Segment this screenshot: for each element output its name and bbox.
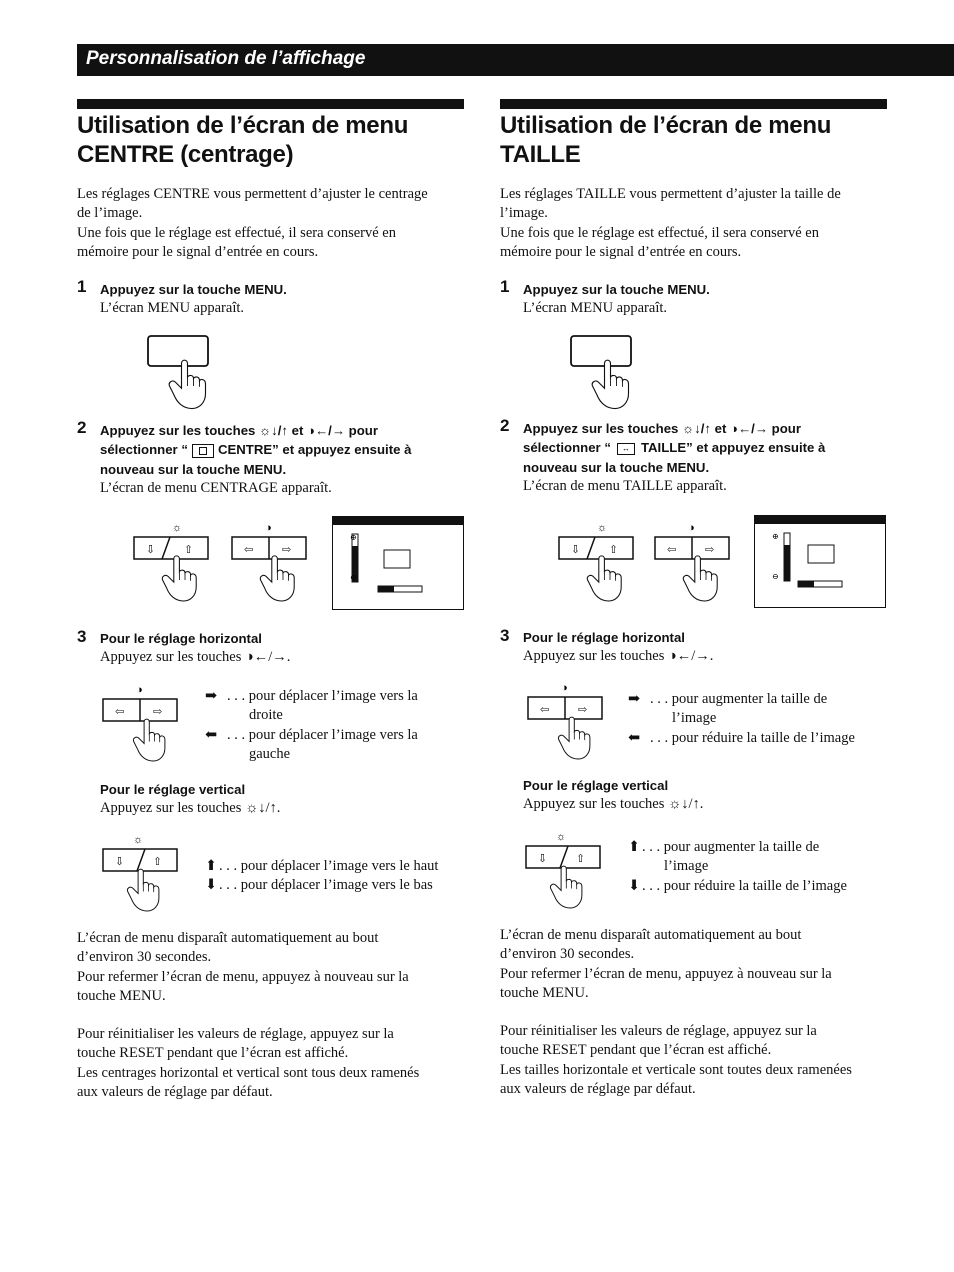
reset-paragraph: Pour réinitialiser les valeurs de réglage, appuyez sur la touche RESET pendant que l’écran est affiché. Les centrages horizontal et vertical sont tous deux ramenés aux valeurs de réglage par défaut.: [77, 1026, 420, 1100]
right-arrow-icon: ⇨: [578, 704, 588, 716]
svg-text:⊕: ⊕: [772, 532, 779, 541]
vertical-buttons-illustration: [101, 834, 181, 914]
left-arrow-icon: ⇦: [115, 706, 125, 718]
title-line: Utilisation de l’écran de menu: [77, 112, 409, 139]
step-number: 1: [500, 277, 510, 296]
taille-menu-screen: [754, 515, 886, 608]
right-arrow-icon: ⇨: [705, 544, 715, 556]
title-line: TAILLE: [500, 141, 581, 168]
section-rule: [77, 99, 464, 109]
up-arrow-icon: ⇧: [184, 544, 194, 556]
outro-paragraph: L’écran de menu disparaît automatiquement au bout d’environ 30 secondes. Pour refermer l’écran de menu, appuyez à nouveau sur la touche MENU.: [500, 927, 832, 1001]
vertical-buttons-illustration: [524, 831, 604, 911]
brightness-icon: ☼: [556, 831, 567, 843]
step-number: 2: [500, 416, 510, 435]
brightness-icon: ☼: [172, 522, 183, 534]
vertical-adjust: Pour le réglage vertical Appuyez sur les touches ☼↓/↑.: [100, 782, 281, 817]
horizontal-adjust: Pour le réglage horizontal Appuyez sur les touches ◑←/→.: [100, 631, 291, 666]
step-2-text: Appuyez sur les touches ☼↓/↑ et ◑←/→ pour sélectionner “ ↔ TAILLE” et appuyez ensuite à nouveau sur la touche MENU. L’écran de menu TAILLE apparaît.: [523, 421, 826, 494]
horizontal-adjust: Pour le réglage horizontal Appuyez sur les touches ◑←/→.: [523, 630, 714, 665]
centre-icon: [192, 444, 214, 458]
intro-paragraph: Les réglages TAILLE vous permettent d’ajuster la taille de l’image. Une fois que le réglage est effectué, il sera conservé en mémoire pour le signal d’entrée en cours.: [500, 186, 841, 260]
brightness-icon: ☼: [133, 834, 144, 846]
up-arrow-icon: ⇧: [153, 856, 163, 868]
step-number: 3: [500, 626, 510, 645]
down-arrow-icon: ⇩: [146, 544, 156, 556]
menu-button-press-illustration: [570, 335, 640, 405]
menu-button-icon: [571, 336, 631, 366]
step-number: 1: [77, 277, 87, 296]
up-arrow-icon: ⇧: [609, 544, 619, 556]
column-centre: [77, 99, 464, 1199]
size-icon: ↔: [617, 443, 635, 455]
brightness-icon: ☼: [597, 522, 608, 534]
section-header: [77, 44, 954, 76]
section-title: Personnalisation de l’affichage: [86, 48, 366, 69]
step-2-text: Appuyez sur les touches ☼↓/↑ et ◑←/→ pour sélectionner “ CENTRE” et appuyez ensuite à nouveau sur la touche MENU. L’écran de menu CENTRAGE apparaît.: [100, 423, 412, 496]
right-arrow-icon: ⇨: [153, 706, 163, 718]
step-1-text: Appuyez sur la touche MENU. L’écran MENU apparaît.: [523, 282, 710, 317]
step-number: 2: [77, 418, 87, 437]
horizontal-legend: ➡ . . . pour augmenter la taille de l’image ⬅ . . . pour réduire la taille de l’image: [628, 691, 855, 746]
step-number: 3: [77, 627, 87, 646]
contrast-icon: ◑: [265, 522, 272, 534]
taille-title: [500, 111, 887, 169]
buttons-illustration: [557, 519, 737, 599]
contrast-icon: ◑: [136, 684, 143, 696]
svg-text:⊕: ⊕: [350, 533, 357, 542]
centre-title: [77, 111, 464, 169]
svg-text:⊖: ⊖: [772, 572, 779, 581]
vertical-legend: ⬆ . . . pour augmenter la taille de l’image ⬇ . . . pour réduire la taille de l’image: [628, 839, 847, 894]
step-1-text: Appuyez sur la touche MENU. L’écran MENU apparaît.: [100, 282, 287, 317]
horizontal-buttons-illustration: [101, 684, 181, 764]
intro-paragraph: Les réglages CENTRE vous permettent d’ajuster le centrage de l’image. Une fois que le réglage est effectué, il sera conservé en mémoire pour le signal d’entrée en cours.: [77, 186, 428, 260]
outro-paragraph: L’écran de menu disparaît automatiquement au bout d’environ 30 secondes. Pour refermer l’écran de menu, appuyez à nouveau sur la touche MENU.: [77, 930, 409, 1004]
left-arrow-icon: ⇦: [244, 544, 254, 556]
vertical-legend: ⬆ . . . pour déplacer l’image vers le haut ⬇ . . . pour déplacer l’image vers le bas: [205, 858, 439, 894]
title-line: Utilisation de l’écran de menu: [500, 112, 832, 139]
down-arrow-icon: ⇩: [571, 544, 581, 556]
buttons-illustration: [132, 519, 312, 599]
contrast-icon: ◑: [688, 522, 695, 534]
centre-menu-screen: [332, 516, 464, 610]
down-arrow-icon: ⇩: [538, 853, 548, 865]
svg-text:⊖: ⊖: [350, 573, 357, 582]
right-arrow-icon: ⇨: [282, 544, 292, 556]
column-taille: [500, 99, 887, 1199]
menu-button-icon: [148, 336, 208, 366]
left-arrow-icon: ⇦: [540, 704, 550, 716]
section-rule: [500, 99, 887, 109]
reset-paragraph: Pour réinitialiser les valeurs de réglage, appuyez sur la touche RESET pendant que l’écran est affiché. Les tailles horizontale et verticale sont toutes deux ramenées aux valeurs de réglage par défaut.: [500, 1023, 852, 1097]
menu-button-press-illustration: [147, 335, 217, 405]
contrast-icon: ◑: [561, 682, 568, 694]
horizontal-legend: ➡ . . . pour déplacer l’image vers la droite ⬅ . . . pour déplacer l’image vers la gauche: [205, 688, 418, 762]
left-arrow-icon: ⇦: [667, 544, 677, 556]
title-line: CENTRE (centrage): [77, 141, 294, 168]
down-arrow-icon: ⇩: [115, 856, 125, 868]
horizontal-buttons-illustration: [526, 682, 606, 762]
up-arrow-icon: ⇧: [576, 853, 586, 865]
vertical-adjust: Pour le réglage vertical Appuyez sur les touches ☼↓/↑.: [523, 778, 704, 813]
